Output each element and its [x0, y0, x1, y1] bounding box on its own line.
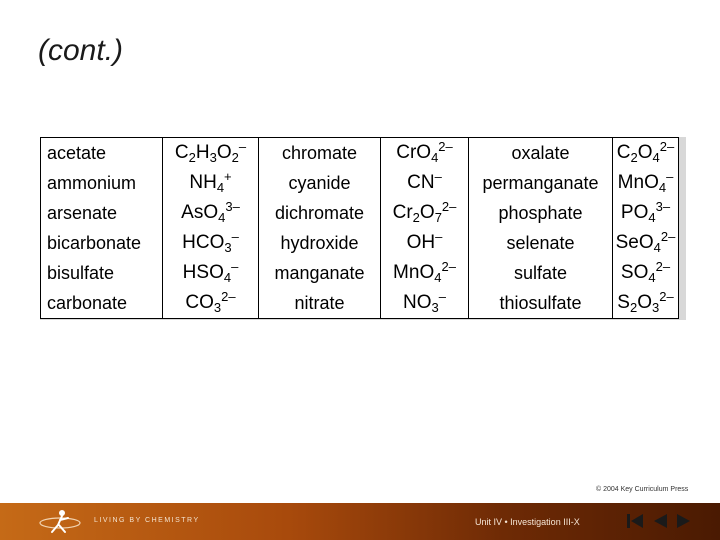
next-slide-icon[interactable]	[676, 513, 692, 529]
formula-part: –	[666, 169, 674, 184]
formula-part: S	[617, 292, 630, 313]
table-row	[41, 228, 679, 258]
formula-part: 3–	[655, 199, 671, 214]
ion-formula	[163, 138, 259, 169]
first-slide-icon[interactable]	[626, 513, 644, 529]
formula-part: 4	[223, 270, 232, 285]
formula-part: –	[435, 229, 443, 244]
ion-name: permanganate	[469, 168, 613, 198]
ion-name: carbonate	[47, 292, 128, 313]
ion-formula	[163, 258, 259, 288]
formula-part: MnO	[393, 262, 435, 283]
formula-part: AsO	[181, 202, 219, 223]
ion-name: dichromate	[259, 198, 381, 228]
formula-part: NO	[403, 292, 432, 313]
formula-part: 2–	[441, 259, 456, 274]
unit-investigation-label: Unit IV • Investigation III-X	[475, 517, 580, 527]
formula-part: CO	[185, 292, 214, 313]
table-row	[41, 138, 679, 169]
ion-formula	[613, 228, 679, 258]
ion-formula	[613, 258, 679, 288]
polyatomic-ion-table	[40, 137, 679, 319]
formula-part: 2	[412, 210, 420, 225]
ion-formula	[613, 138, 679, 169]
formula-part: O	[419, 202, 435, 223]
formula-part: O	[637, 142, 653, 163]
ion-name: acetate	[47, 142, 107, 163]
formula-part: 4	[216, 180, 225, 195]
formula-part: –	[231, 259, 239, 274]
formula-part: 2–	[438, 139, 453, 154]
formula-part: SO	[620, 262, 649, 283]
formula-part: 3	[224, 240, 232, 255]
ion-formula	[381, 168, 469, 198]
ion-formula	[381, 288, 469, 319]
ion-name: phosphate	[469, 198, 613, 228]
table-row	[41, 198, 679, 228]
previous-slide-icon[interactable]	[652, 513, 668, 529]
ion-formula	[613, 288, 679, 319]
formula-part: O	[637, 292, 652, 313]
formula-part: CN	[407, 172, 435, 193]
ion-formula	[163, 168, 259, 198]
ion-formula	[381, 198, 469, 228]
formula-part: HCO	[182, 232, 225, 253]
ion-formula	[163, 228, 259, 258]
ion-name: nitrate	[259, 288, 381, 319]
formula-part: NH	[189, 172, 217, 193]
formula-part: 2–	[659, 139, 675, 154]
ion-name: oxalate	[469, 138, 613, 169]
formula-part: 2	[629, 300, 638, 315]
atom-figure-icon	[38, 506, 82, 536]
formula-part: 7	[434, 210, 442, 225]
ion-formula	[381, 228, 469, 258]
ion-formula	[613, 198, 679, 228]
ion-name: bisulfate	[47, 262, 115, 283]
ion-name: hydroxide	[259, 228, 381, 258]
formula-part: 3–	[225, 199, 240, 214]
ion-formula	[163, 288, 259, 319]
formula-part: –	[438, 289, 446, 304]
formula-part: 2	[630, 150, 638, 165]
formula-part: 4	[218, 210, 226, 225]
ion-name: manganate	[259, 258, 381, 288]
formula-part: 3	[209, 150, 217, 165]
ion-formula	[163, 198, 259, 228]
formula-part: 2–	[660, 229, 676, 244]
ion-formula	[381, 258, 469, 288]
formula-part: 2–	[655, 259, 671, 274]
formula-part: OH	[406, 232, 436, 253]
ion-name: arsenate	[47, 202, 118, 223]
ion-formula	[381, 138, 469, 169]
ion-table-shadow	[40, 137, 686, 320]
formula-part: 2–	[659, 289, 674, 304]
formula-part: 2–	[221, 289, 236, 304]
ion-name: chromate	[259, 138, 381, 169]
formula-part: 2–	[441, 199, 457, 214]
formula-part: 2	[188, 150, 196, 165]
formula-part: 4	[431, 150, 439, 165]
ion-formula	[613, 168, 679, 198]
formula-part: +	[224, 169, 232, 184]
formula-part: C	[616, 142, 631, 163]
copyright-text: © 2004 Key Curriculum Press	[596, 486, 689, 493]
formula-part: 3	[213, 300, 222, 315]
table-row	[41, 168, 679, 198]
ion-name: cyanide	[259, 168, 381, 198]
formula-part: CrO	[396, 142, 432, 163]
formula-part: 4	[648, 210, 656, 225]
formula-part: HSO	[182, 262, 224, 283]
ion-name: sulfate	[469, 258, 613, 288]
formula-part: –	[231, 229, 239, 244]
formula-part: 2	[231, 150, 239, 165]
formula-part: 3	[652, 300, 660, 315]
formula-part: 4	[658, 180, 667, 195]
ion-name: thiosulfate	[469, 288, 613, 319]
formula-part: PO	[620, 202, 649, 223]
formula-part: 4	[653, 240, 661, 255]
ion-name: ammonium	[47, 172, 137, 193]
slide-title: (cont.)	[38, 34, 124, 67]
ion-name: bicarbonate	[47, 232, 142, 253]
formula-part: 4	[434, 270, 442, 285]
formula-part: SeO	[615, 232, 654, 253]
formula-part: C	[174, 142, 189, 163]
ion-name: selenate	[469, 228, 613, 258]
formula-part: MnO	[617, 172, 659, 193]
formula-part: H	[195, 142, 210, 163]
formula-part: O	[216, 142, 232, 163]
formula-part: 3	[431, 300, 439, 315]
formula-part: Cr	[392, 202, 413, 223]
formula-part: 4	[648, 270, 656, 285]
formula-part: –	[434, 169, 442, 184]
table-row	[41, 258, 679, 288]
table-row	[41, 288, 679, 319]
brand-name: LIVING BY CHEMISTRY	[94, 517, 200, 524]
formula-part: 4	[652, 150, 660, 165]
formula-part: –	[238, 139, 247, 154]
